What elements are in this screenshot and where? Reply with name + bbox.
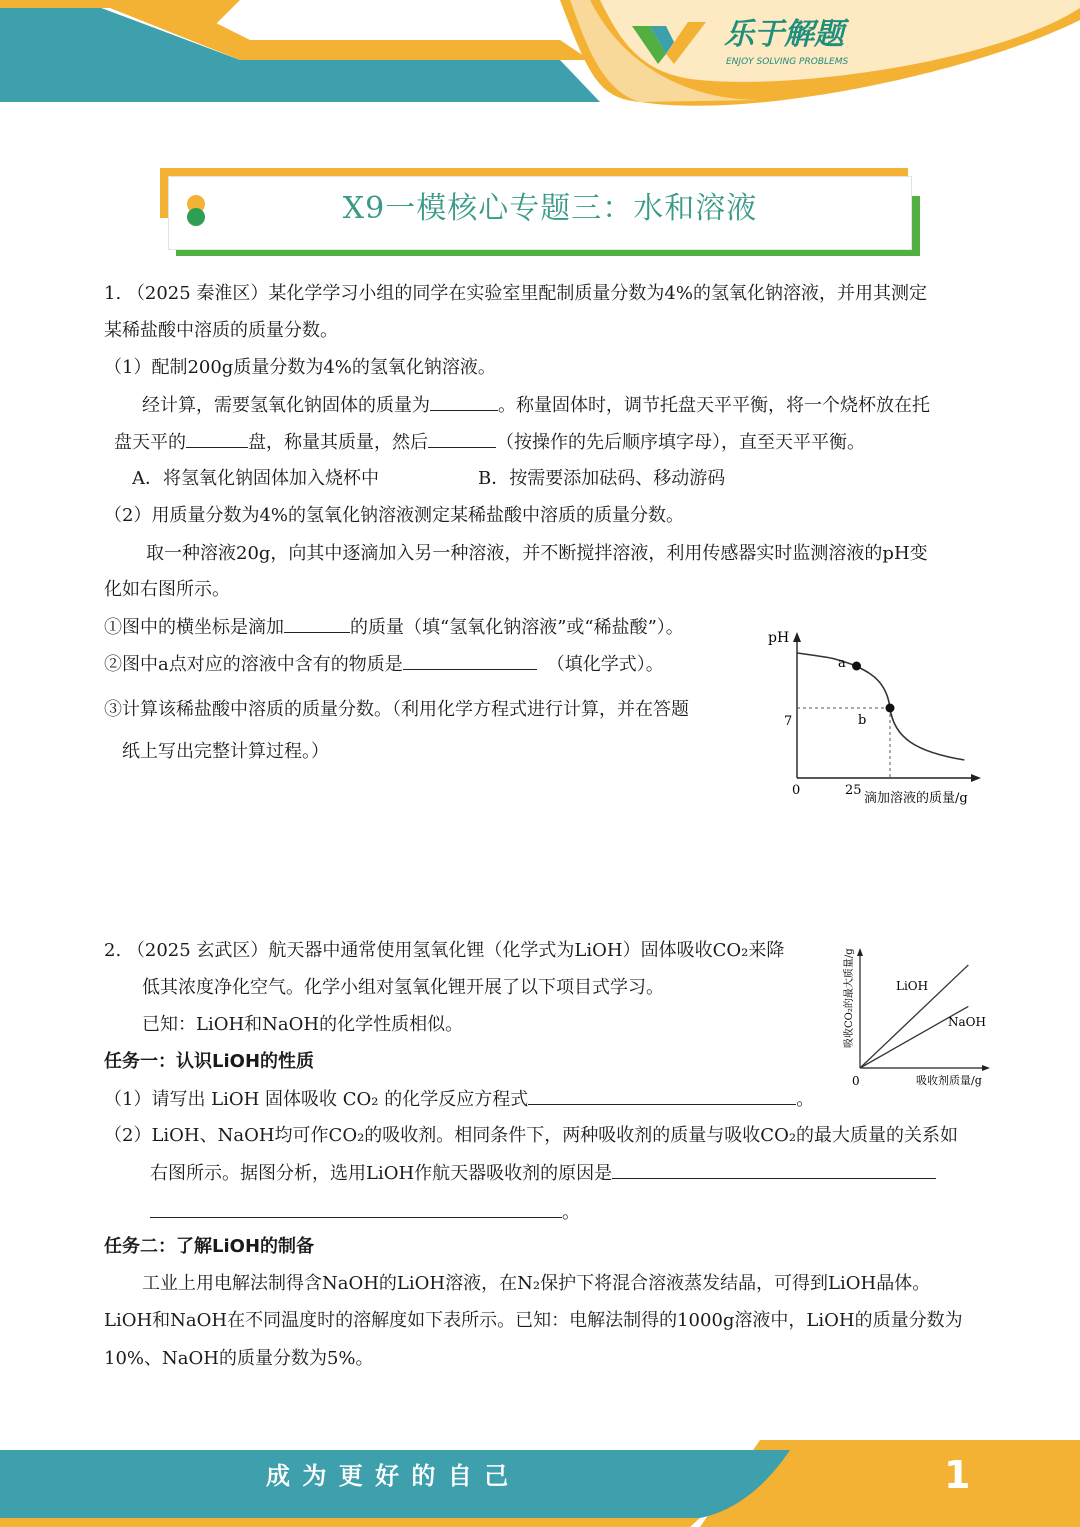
co2-chart-origin-label: 0 — [852, 1074, 860, 1088]
ph-chart-point-a-label: a — [838, 656, 846, 671]
q1-part1-line1 — [142, 393, 930, 418]
q1-part2-line2: 化如右图所示。 — [104, 579, 230, 600]
page-title: X9一模核心专题三：水和溶液 — [342, 191, 758, 226]
q2-task1-part2-line2 — [150, 1161, 936, 1186]
q1-s1-text-b: 的质量（填“氢氧化钠溶液”或“稀盐酸”）。 — [350, 617, 684, 638]
ph-chart-series-line — [797, 653, 964, 760]
co2-chart-lioh-label: LiOH — [896, 979, 929, 993]
q1-sub1 — [104, 615, 684, 640]
q1-p1-text-b: 。称量固体时，调节托盘天平平衡，将一个烧杯放在托 — [498, 395, 930, 416]
q1-p1-text-d: 盘，称量其质量，然后 — [248, 432, 428, 453]
ph-chart-plot-area — [793, 632, 981, 782]
ph-chart-x-label: 滴加溶液的质量/g — [864, 791, 968, 806]
q1-p1-text-c: 盘天平的 — [114, 432, 186, 453]
co2-chart-y-arrow — [857, 948, 863, 956]
q2-t1-p1-text: （1）请写出 LiOH 固体吸收 CO₂ 的化学反应方程式 — [104, 1089, 529, 1110]
q1-part2-title: （2）用质量分数为4%的氢氧化钠溶液测定某稀盐酸中溶质的质量分数。 — [104, 505, 685, 526]
ph-chart-point-b — [886, 704, 895, 713]
q2-task2-line1: 工业上用电解法制得含NaOH的LiOH溶液，在N₂保护下将混合溶液蒸发结晶，可得到LiOH晶体。 — [142, 1273, 931, 1294]
q1-part2-line1: 取一种溶液20g，向其中逐滴加入另一种溶液，并不断搅拌溶液，利用传感器实时监测溶液的pH变 — [146, 543, 928, 564]
brand-name-cn: 乐于解题 — [724, 17, 844, 52]
q1-s2-text-a: ②图中a点对应的溶液中含有的物质是 — [104, 654, 403, 675]
q2-task1-part1 — [104, 1087, 814, 1112]
q1-option-b: B．按需要添加砝码、移动游码 — [478, 468, 726, 489]
ph-chart-x-tick-25: 25 — [845, 783, 862, 798]
co2-chart-y-label: 吸收CO₂的最大质量/g — [844, 948, 855, 1048]
q2-t1-p1-end: 。 — [796, 1089, 815, 1110]
ph-chart-y-arrow — [793, 632, 801, 642]
co2-chart-x-label: 吸收剂质量/g — [916, 1074, 982, 1087]
ph-chart-y-label: pH — [768, 630, 790, 646]
q1-sub2 — [104, 652, 664, 677]
q2-task1-part2-line1: （2）LiOH、NaOH均可作CO₂的吸收剂。相同条件下，两种吸收剂的质量与吸收CO₂的最大质量的关系如 — [104, 1125, 959, 1146]
q2-stem-line1: 2. （2025 玄武区）航天器中通常使用氢氧化锂（化学式为LiOH）固体吸收CO₂来降 — [104, 940, 785, 961]
ph-chart-y-tick-7: 7 — [784, 714, 793, 729]
footer-slogan: 成 为 更 好 的 自 己 — [266, 1462, 511, 1490]
ph-chart-x-arrow — [971, 774, 981, 782]
answer-blank-titrant[interactable] — [284, 615, 350, 633]
brand-logo-icon — [632, 18, 712, 68]
ph-chart-origin-label: 0 — [792, 783, 801, 798]
header-banner — [0, 0, 1080, 115]
footer-banner — [0, 1440, 1080, 1527]
answer-blank-lioh-reason-cont[interactable] — [150, 1200, 562, 1218]
answer-blank-naoh-mass[interactable] — [430, 393, 498, 411]
q1-part1-line2 — [114, 430, 865, 455]
q1-sub3-line2: 纸上写出完整计算过程。） — [122, 741, 329, 762]
q1-sub3-line1: ③计算该稀盐酸中溶质的质量分数。（利用化学方程式进行计算，并在答题 — [104, 699, 689, 720]
answer-blank-operation-order[interactable] — [428, 430, 496, 448]
q1-s2-text-b: （填化学式）。 — [546, 654, 664, 675]
brand-name-en: ENJOY SOLVING PROBLEMS — [726, 57, 849, 67]
answer-blank-lioh-equation[interactable] — [528, 1087, 796, 1105]
ph-chart-point-a — [852, 662, 861, 671]
answer-blank-point-a-substances[interactable] — [403, 652, 537, 670]
co2-chart-plot-area — [857, 948, 990, 1071]
co2-chart-naoh-label: NaOH — [948, 1015, 986, 1029]
q2-t1-p2-text-b: 右图所示。据图分析，选用LiOH作航天器吸收剂的原因是 — [150, 1163, 613, 1184]
ph-chart-point-b-label: b — [858, 713, 867, 728]
co2-absorption-chart — [838, 940, 998, 1090]
q1-stem-line1: 1. （2025 秦淮区）某化学学习小组的同学在实验室里配制质量分数为4%的氢氧化钠溶液，并用其测定 — [104, 283, 927, 304]
ph-titration-chart — [760, 620, 1000, 815]
q2-task2-line3: 10%、NaOH的质量分数为5%。 — [104, 1348, 374, 1369]
page-number: 1 — [944, 1453, 971, 1497]
answer-blank-lioh-reason[interactable] — [612, 1161, 936, 1179]
q1-part1-title: （1）配制200g质量分数为4%的氢氧化钠溶液。 — [104, 357, 496, 378]
q2-task2-heading: 任务二：了解LiOH的制备 — [104, 1236, 315, 1257]
q1-stem-line2: 某稀盐酸中溶质的质量分数。 — [104, 320, 338, 341]
q1-p1-text-a: 经计算，需要氢氧化钠固体的质量为 — [142, 395, 430, 416]
q2-task1-part2-line3 — [150, 1200, 580, 1225]
q1-option-a: A．将氢氧化钠固体加入烧杯中 — [132, 468, 379, 489]
q2-task2-line2: LiOH和NaOH在不同温度时的溶解度如下表所示。已知：电解法制得的1000g溶液中，LiOH的质量分数为 — [104, 1310, 963, 1331]
q2-stem-line2: 低其浓度净化空气。化学小组对氢氧化锂开展了以下项目式学习。 — [142, 977, 664, 998]
q2-task1-heading: 任务一：认识LiOH的性质 — [104, 1051, 315, 1072]
q1-s1-text-a: ①图中的横坐标是滴加 — [104, 617, 284, 638]
title-dots-icon — [184, 194, 210, 228]
q2-t1-p2-end: 。 — [562, 1202, 580, 1223]
q1-p1-text-e: （按操作的先后顺序填字母），直至天平平衡。 — [496, 432, 865, 453]
q2-known: 已知：LiOH和NaOH的化学性质相似。 — [142, 1014, 464, 1035]
title-banner — [160, 168, 920, 256]
answer-blank-pan-side[interactable] — [186, 430, 248, 448]
co2-chart-x-arrow — [982, 1065, 990, 1071]
